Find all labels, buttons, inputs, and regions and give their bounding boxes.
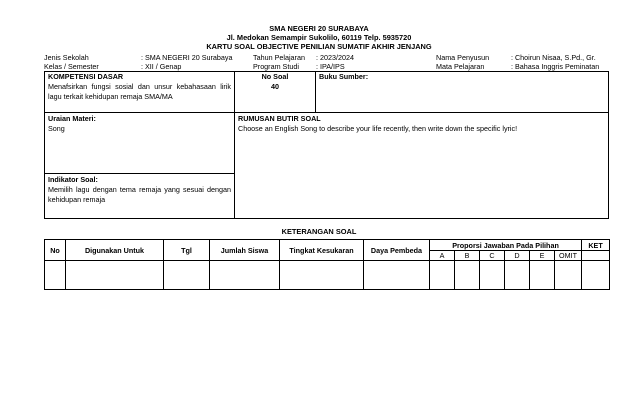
kelas-label: Kelas / Semester (44, 62, 99, 71)
kelas-value: : XII / Genap (141, 62, 182, 71)
school-name: SMA NEGERI 20 SURABAYA (269, 24, 369, 33)
card-title: KARTU SOAL OBJECTIVE PENILIAN SUMATIF AKHIR JENJANG (206, 42, 432, 51)
tahun-label: Tahun Pelajaran (253, 53, 305, 62)
penyusun-label: Nama Penyusun (436, 53, 490, 62)
indikator-text: Memilih lagu dengan tema remaja yang sesuai dengan kehidupan remaja (48, 185, 231, 204)
program-value: : IPA/IPS (316, 62, 345, 71)
option-b: B (455, 251, 480, 261)
table-row (45, 261, 610, 290)
cell-b (455, 261, 480, 290)
card-divider-top (315, 71, 316, 113)
rumusan-text: Choose an English Song to describe your life recently, then write down the specific lyric! (238, 124, 518, 133)
option-d: D (505, 251, 530, 261)
col-tgl: Tgl (164, 240, 210, 261)
school-address: Jl. Medokan Semampir Sukolilo, 60119 Telp. 5935720 (226, 33, 412, 42)
option-a: A (430, 251, 455, 261)
option-e: E (530, 251, 555, 261)
uraian-label: Uraian Materi: (48, 114, 96, 123)
cell-no (45, 261, 66, 290)
cell-omit (555, 261, 582, 290)
penyusun-value: : Choirun Nisaa, S.Pd., Gr. (511, 53, 596, 62)
card-indikator-line (44, 173, 235, 174)
card-divider-main (234, 71, 235, 219)
tahun-value: : 2023/2024 (316, 53, 354, 62)
program-label: Program Studi (253, 62, 299, 71)
mapel-label: Mata Pelajaran (436, 62, 485, 71)
mapel-value: : Bahasa Inggris Peminatan (511, 62, 600, 71)
jenis-sekolah-label: Jenis Sekolah (44, 53, 89, 62)
col-no: No (45, 240, 66, 261)
col-digunakan-untuk: Digunakan Untuk (66, 240, 164, 261)
jenis-sekolah-value: : SMA NEGERI 20 Surabaya (141, 53, 233, 62)
buku-sumber-label: Buku Sumber: (319, 72, 369, 81)
cell-jumlah (210, 261, 280, 290)
no-soal-label: No Soal (261, 72, 289, 81)
uraian-text: Song (48, 124, 65, 133)
kompetensi-label: KOMPETENSI DASAR (48, 72, 124, 81)
cell-ket (582, 261, 610, 290)
cell-d (505, 261, 530, 290)
option-c: C (480, 251, 505, 261)
cell-daya (364, 261, 430, 290)
cell-tgl (164, 261, 210, 290)
no-soal-value: 40 (271, 82, 279, 91)
card-row-line (44, 112, 609, 113)
cell-digunakan (66, 261, 164, 290)
indikator-label: Indikator Soal: (48, 175, 98, 184)
keterangan-title: KETERANGAN SOAL (281, 227, 357, 236)
cell-c (480, 261, 505, 290)
kompetensi-text: Menafsirkan fungsi sosial dan unsur kebahasaan lirik lagu terkait kehidupan remaja SMA/MA (48, 82, 231, 101)
col-ket: KET (582, 240, 610, 251)
col-jumlah-siswa: Jumlah Siswa (210, 240, 280, 261)
cell-e (530, 261, 555, 290)
cell-tingkat (280, 261, 364, 290)
option-omit: OMIT (555, 251, 582, 261)
col-tingkat-kesukaran: Tingkat Kesukaran (280, 240, 364, 261)
rumusan-label: RUMUSAN BUTIR SOAL (238, 114, 321, 123)
cell-a (430, 261, 455, 290)
col-daya-pembeda: Daya Pembeda (364, 240, 430, 261)
keterangan-table (44, 239, 610, 290)
ket-empty (582, 251, 610, 261)
col-proporsi: Proporsi Jawaban Pada Pilihan (430, 240, 582, 251)
